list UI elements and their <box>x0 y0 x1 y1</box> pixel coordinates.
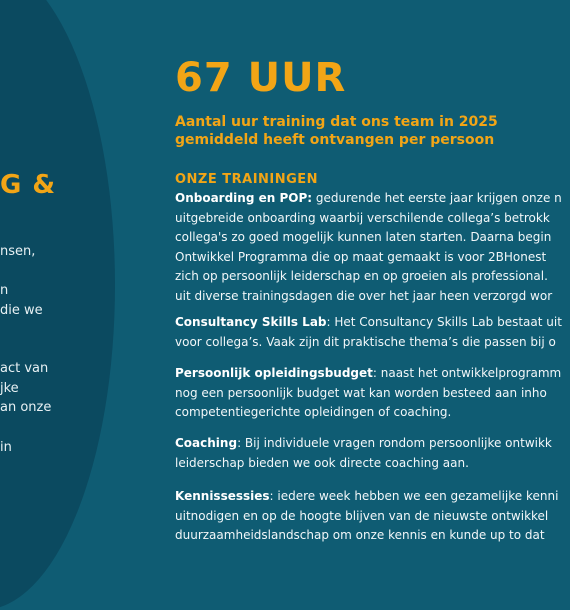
item-line: uitnodigen en op de hoogte blijven van de nieuwste ontwikkel <box>175 508 549 523</box>
item-line: nog een persoonlijk budget wat kan worden besteed aan inho <box>175 385 547 400</box>
item-first-line <box>175 487 570 507</box>
item-line: zich op persoonlijk leiderschap en op groeien als professional. <box>175 269 548 283</box>
section-title: ONZE TRAININGEN <box>175 172 319 187</box>
training-item-consultancy <box>175 313 570 352</box>
left-text-line: nsen, <box>0 244 36 259</box>
item-first-line <box>175 313 570 333</box>
item-text: : Bij individuele vragen rondom persoonlijke ontwikk <box>237 436 552 450</box>
item-term: Consultancy Skills Lab <box>175 315 327 329</box>
item-text: : naast het ontwikkelprogramm <box>372 366 562 380</box>
item-line: collega's zo goed mogelijk kunnen laten starten. Daarna begin <box>175 230 552 244</box>
item-term: Persoonlijk opleidingsbudget <box>175 366 373 380</box>
item-term: Coaching <box>175 436 238 450</box>
big-number: 67 UUR <box>175 55 347 101</box>
item-text: : iedere week hebben we een gezamelijke kenni <box>269 489 559 503</box>
left-text-line: n <box>0 283 9 298</box>
item-line: voor collega’s. Vaak zijn dit praktische thema’s die passen bij o <box>175 334 556 349</box>
item-line: competentiegerichte opleidingen of coaching. <box>175 405 452 419</box>
item-text: gedurende het eerste jaar krijgen onze n <box>312 191 562 205</box>
training-item-budget <box>175 364 570 423</box>
item-line: uit diverse trainingsdagen die over het jaar heen verzorgd wor <box>175 288 553 303</box>
item-term: Kennissessies <box>175 489 270 503</box>
left-text-line: act van <box>0 361 49 376</box>
item-term: Onboarding en POP: <box>175 191 313 205</box>
item-line: Ontwikkel Programma die op maat gemaakt is voor 2BHonest <box>175 249 547 264</box>
item-line: duurzaamheidslandschap om onze kennis en kunde up to dat <box>175 528 545 542</box>
item-first-line <box>175 434 570 454</box>
item-line: uitgebreide onboarding waarbij verschilende collega’s betrokk <box>175 210 550 225</box>
left-text-line: an onze <box>0 400 52 415</box>
training-item-kennissessies <box>175 487 570 546</box>
item-text: : Het Consultancy Skills Lab bestaat uit <box>326 315 562 329</box>
item-first-line <box>175 189 570 209</box>
left-text-line: in <box>0 440 12 455</box>
subtitle-line: Aantal uur training dat ons team in 2025 <box>175 114 498 130</box>
item-first-line <box>175 364 570 384</box>
left-text-line: jke <box>0 381 19 396</box>
item-line: leiderschap bieden we ook directe coaching aan. <box>175 455 469 470</box>
subtitle-line: gemiddeld heeft ontvangen per persoon <box>175 132 495 148</box>
training-item-coaching <box>175 434 570 473</box>
training-item-onboarding <box>175 189 570 306</box>
left-heading: G & <box>0 170 57 200</box>
left-text-line: die we <box>0 303 43 318</box>
subtitle <box>175 113 498 149</box>
